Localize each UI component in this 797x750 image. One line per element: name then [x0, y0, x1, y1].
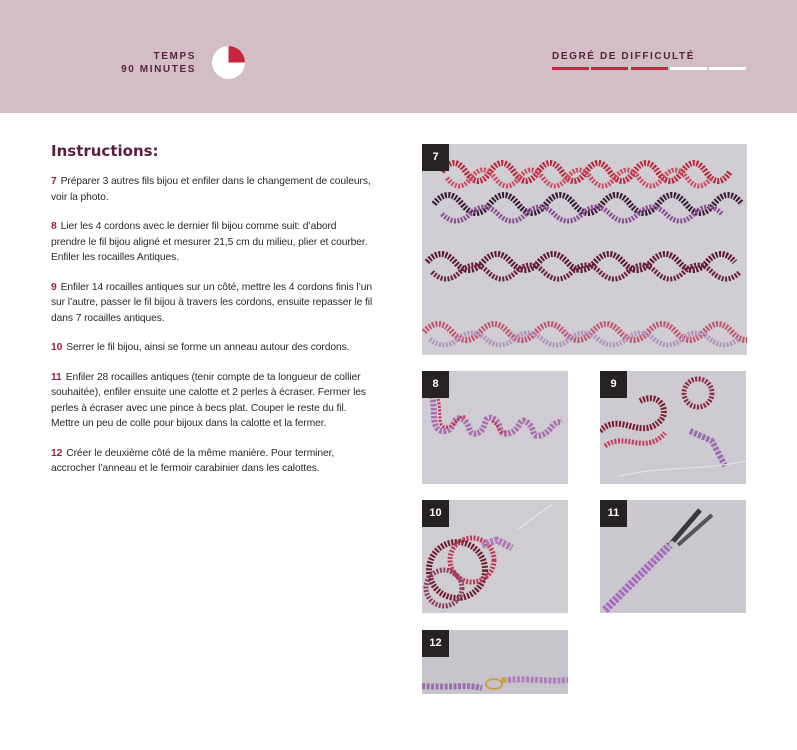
difficulty-segment	[591, 67, 628, 70]
photo-step-11	[600, 500, 746, 613]
photo-badge: 8	[422, 371, 449, 398]
photo-step-12	[422, 630, 568, 694]
photo-badge: 10	[422, 500, 449, 527]
photo-step-8	[422, 371, 568, 484]
photo-step-10	[422, 500, 568, 613]
time-block	[90, 50, 196, 76]
clock-icon	[212, 46, 245, 79]
step-number: 10	[51, 342, 63, 353]
difficulty-meter	[552, 67, 746, 70]
step-number: 9	[51, 281, 57, 293]
time-value: 90 MINUTES	[121, 64, 196, 75]
difficulty-label: DEGRÉ DE DIFFICULTÉ	[552, 51, 695, 62]
difficulty-segment	[670, 67, 707, 70]
photo-badge: 7	[422, 144, 449, 171]
header-band	[0, 0, 797, 113]
difficulty-segment	[631, 67, 668, 70]
difficulty-segment	[552, 67, 589, 70]
step-text: Enfiler 28 rocailles antiques (tenir compte de ta longueur de collier souhaitée), enfiler ensuite une calotte et 2 perles à écraser. Fermer les perles à écraser avec une pince à becs plat. Couper le reste du fil. Mettre un peu de colle pour bijoux dans la calotte et la fermer.	[51, 371, 366, 429]
step-8	[51, 219, 373, 266]
step-text: Lier les 4 cordons avec le dernier fil bijou comme suit: d’abord prendre le fil bijou aligné et mesurer 21,5 cm du milieu, plier et courber. Enfiler les rocailles Antiques.	[51, 221, 368, 263]
photo-step-9	[600, 371, 746, 484]
step-12	[51, 446, 373, 477]
photo-step-7	[422, 144, 747, 355]
time-label: TEMPS	[153, 51, 196, 62]
photo-badge: 12	[422, 630, 449, 657]
step-number: 11	[51, 371, 62, 383]
step-number: 8	[51, 221, 57, 232]
instructions-title: Instructions:	[51, 142, 159, 160]
photo-badge: 11	[600, 500, 627, 527]
instructions-list	[51, 174, 373, 491]
step-text: Enfiler 14 rocailles antiques sur un côté, mettre les 4 cordons finis l’un sur l’autre, passer le fil bijou à travers les cordons, ensuite repasser le fil dans 7 rocailles antiques.	[51, 281, 373, 324]
step-10	[51, 340, 373, 356]
step-11	[51, 370, 373, 432]
photo-badge: 9	[600, 371, 627, 398]
step-9	[51, 280, 373, 327]
step-text: Créer le deuxième côté de la même manière. Pour terminer, accrocher l’anneau et le fermoir carabinier dans les calottes.	[51, 447, 335, 474]
step-number: 7	[51, 176, 57, 187]
beaded-strands-image	[422, 144, 747, 355]
difficulty-segment	[709, 67, 746, 70]
step-text: Serrer le fil bijou, ainsi se forme un anneau autour des cordons.	[66, 342, 350, 353]
difficulty-block	[552, 50, 746, 63]
step-number: 12	[51, 447, 63, 459]
step-7	[51, 174, 373, 205]
step-text: Préparer 3 autres fils bijou et enfiler dans le changement de couleurs, voir la photo.	[51, 176, 371, 203]
clock-wedge	[229, 46, 246, 63]
